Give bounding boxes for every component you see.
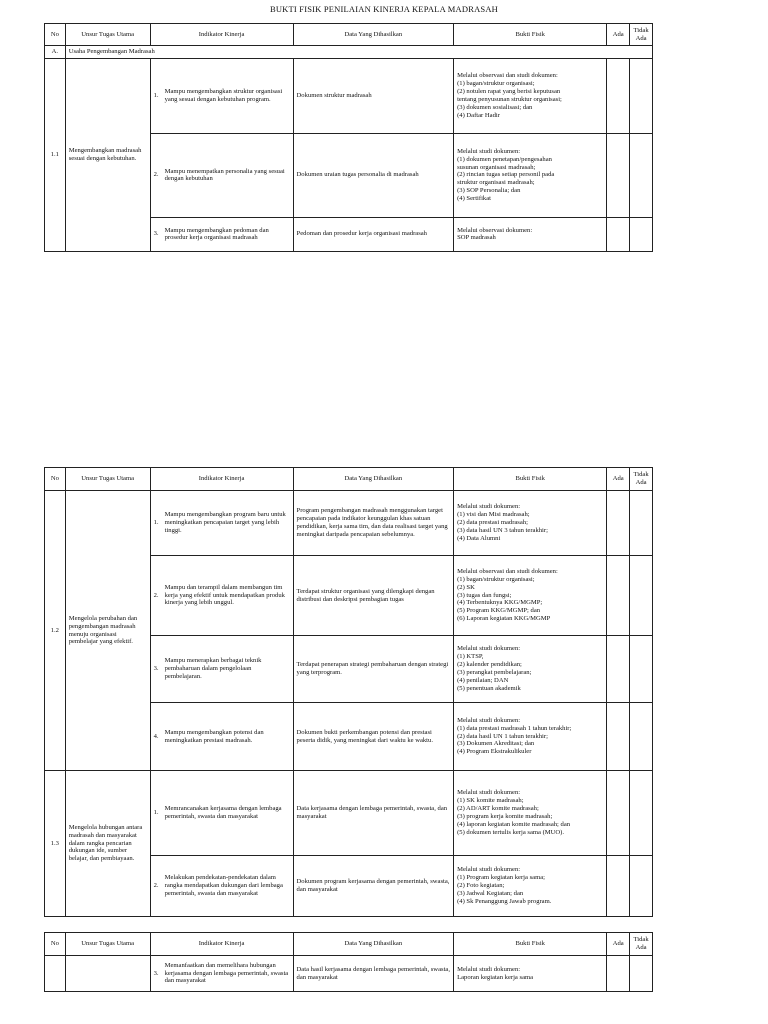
section-label: A. — [45, 46, 66, 59]
bukti-line: (1) SK komite madrasah; — [457, 797, 524, 805]
bukti-line: (1) bagan/struktur organisasi; — [457, 80, 535, 88]
bukti-line: (6) Laporan kegiatan KKG/MGMP — [457, 615, 551, 623]
ada-cell — [607, 956, 630, 992]
indikator-text: Mampu mengembangkan program baru untuk meningkatkan pencapaian target yang lebih tinggi. — [164, 511, 286, 534]
ada-cell — [607, 771, 630, 856]
group-number — [45, 956, 66, 992]
bukti-cell — [454, 771, 607, 856]
bukti-cell — [454, 217, 607, 251]
bukti-cell — [454, 636, 607, 703]
dihasilkan-cell: Terdapat struktur organisasi yang dilengkapi dengan distribusi dan deskripsi pembagian tugas — [293, 556, 454, 636]
section-row — [45, 46, 653, 59]
indikator-cell — [150, 217, 293, 251]
header-dihasilkan: Data Yang Dihasilkan — [293, 468, 454, 491]
ada-cell — [607, 636, 630, 703]
header-indikator: Indikator Kinerja — [150, 468, 293, 491]
header-ada: Ada — [607, 468, 630, 491]
indikator-text: Melakukan pendekatan-pendekatan dalam rangka mendapatkan dukungan dari lembaga pemerintah, swasta dan masyarakat — [164, 874, 283, 897]
bukti-line: (4) Data Alumni — [457, 534, 501, 542]
ada-cell — [607, 856, 630, 917]
indikator-number: 2. — [153, 591, 159, 599]
group-number: 1.1 — [45, 58, 66, 251]
group-unsur: Mengelola perubahan dan pengembangan madrasah menuju organisasi pembelajar yang efektif. — [65, 491, 150, 771]
bukti-line: (5) dokumen tertulis kerja sama (MUO). — [457, 828, 565, 836]
bukti-line: (3) SOP Personalia; dan — [457, 187, 521, 195]
ada-cell — [607, 491, 630, 556]
bukti-line: Melalui studi dokumen: — [457, 965, 521, 973]
group-number: 1.2 — [45, 491, 66, 771]
header-no: No — [45, 933, 66, 956]
indikator-cell — [150, 703, 293, 771]
tidak-ada-cell — [630, 556, 653, 636]
ada-cell — [607, 556, 630, 636]
tidak-ada-cell — [630, 217, 653, 251]
header-tidak-ada: Tidak Ada — [630, 468, 653, 491]
indikator-cell — [150, 58, 293, 133]
bukti-line: (3) Jadwal Kegiatan; dan — [457, 889, 524, 897]
tidak-ada-cell — [630, 771, 653, 856]
indikator-text: Mampu mengembangkan potensi dan meningkatkan prestasi madrasah. — [164, 728, 264, 744]
dihasilkan-cell: Data kerjasama dengan lembaga pemerintah, swasta, dan masyarakat — [293, 771, 454, 856]
indikator-text: Mampu menerapkan berbagai teknik pembaharuan dalam pengelolaan pembelajaran. — [164, 657, 262, 680]
dihasilkan-cell: Terdapat penerapan strategi pembaharuan dengan strategi yang terprogram. — [293, 636, 454, 703]
indikator-cell — [150, 771, 293, 856]
indikator-cell — [150, 491, 293, 556]
table-header-row — [45, 24, 653, 46]
bukti-line: (4) Sertifikat — [457, 195, 491, 203]
bukti-line: (2) data prestasi madrasah; — [457, 519, 528, 527]
bukti-line: (2) kalender pendidikan; — [457, 661, 522, 669]
ada-cell — [607, 217, 630, 251]
bukti-line: (3) Dokumen Akreditasi; dan — [457, 740, 535, 748]
bukti-cell — [454, 956, 607, 992]
table-row — [45, 956, 653, 992]
bukti-line: (3) tugas dan fungsi; — [457, 591, 512, 599]
tidak-ada-cell — [630, 636, 653, 703]
bukti-line: Melalui studi dokumen: — [457, 866, 521, 874]
bukti-line: (4) Terbentuknya KKG/MGMP; — [457, 599, 543, 607]
bukti-line: Melalui observasi dan studi dokumen: — [457, 72, 558, 80]
table-row — [45, 771, 653, 856]
bukti-line: Melalui studi dokumen: — [457, 503, 521, 511]
bukti-line: (5) penentuan akademik — [457, 684, 521, 692]
indikator-number: 4. — [153, 732, 159, 740]
table-row — [45, 491, 653, 556]
header-bukti: Bukti Fisik — [454, 468, 607, 491]
bukti-line: (2) rincian tugas setiap personil pada — [457, 171, 555, 179]
header-unsur: Unsur Tugas Utama — [65, 24, 150, 46]
indikator-cell — [150, 556, 293, 636]
bukti-line: (4) laporan kegiatan komite madrasah; dan — [457, 820, 571, 828]
bukti-line: (3) dokumen sosialisasi; dan — [457, 103, 533, 111]
indikator-number: 1. — [153, 809, 159, 817]
header-dihasilkan: Data Yang Dihasilkan — [293, 24, 454, 46]
indikator-number: 1. — [153, 519, 159, 527]
indikator-text: Memrancanakan kerjasama dengan lembaga pemerintah, swasta dan masyarakat — [164, 805, 282, 820]
bukti-line: Melalui studi dokumen: — [457, 716, 521, 724]
bukti-cell — [454, 703, 607, 771]
bukti-line: (2) Foto kegiatan; — [457, 882, 505, 890]
bukti-line: (2) notulen rapat yang berisi keputusan — [457, 88, 561, 95]
table-row — [45, 58, 653, 133]
bukti-cell — [454, 556, 607, 636]
bukti-line: struktur organisasi madrasah; — [457, 179, 535, 187]
indikator-number: 2. — [153, 882, 159, 890]
evidence-table-1 — [44, 23, 653, 252]
bukti-line: Melalui observasi dokumen: — [457, 226, 533, 234]
bukti-line: SOP madrasah — [457, 234, 496, 242]
header-no: No — [45, 24, 66, 46]
tidak-ada-cell — [630, 133, 653, 217]
bukti-line: (2) SK — [457, 583, 475, 591]
bukti-cell — [454, 856, 607, 917]
bukti-line: (3) perangkat pembelajaran; — [457, 669, 532, 676]
dihasilkan-cell: Dokumen uraian tugas personalia di madrasah — [293, 133, 454, 217]
bukti-line: (1) KTSP, — [457, 653, 484, 661]
header-bukti: Bukti Fisik — [454, 24, 607, 46]
bukti-line: Melalui studi dokumen: — [457, 147, 521, 155]
indikator-text: Memanfaatkan dan memelihara hubungan kerjasama dengan lembaga pemerintah, swasta dan masyarakat — [164, 961, 289, 985]
tidak-ada-cell — [630, 956, 653, 992]
evidence-table-3 — [44, 932, 653, 992]
dihasilkan-cell: Pedoman dan prosedur kerja organisasi madrasah — [293, 217, 454, 251]
bukti-line: (4) Daftar Hadir — [457, 111, 500, 119]
dihasilkan-cell: Dokumen struktur madrasah — [293, 58, 454, 133]
bukti-line: Laporan kegiatan kerja sama — [457, 973, 534, 981]
bukti-line: susunan organisasi madrasah; — [457, 163, 536, 171]
bukti-line: (2) data hasil UN 1 tahun terakhir; — [457, 732, 548, 740]
header-ada: Ada — [607, 24, 630, 46]
indikator-number: 2. — [153, 171, 159, 179]
bukti-line: (1) visi dan Misi madrasah; — [457, 511, 530, 519]
header-indikator: Indikator Kinerja — [150, 933, 293, 956]
table-header-row — [45, 933, 653, 956]
indikator-text: Mampu mengembangkan pedoman dan prosedur kerja organisasi madrasah — [164, 226, 269, 242]
header-indikator: Indikator Kinerja — [150, 24, 293, 46]
tidak-ada-cell — [630, 58, 653, 133]
bukti-line: (2) AD/ART komite madrasah; — [457, 805, 539, 813]
bukti-line: Melalui studi dokumen: — [457, 789, 521, 797]
dihasilkan-cell: Dokumen bukti perkembangan potensi dan prestasi peserta didik, yang meningkat dari waktu ke waktu. — [293, 703, 454, 771]
bukti-line: (1) Program kegiatan kerja sama; — [457, 874, 545, 882]
bukti-line: Melalui studi dokumen: — [457, 645, 521, 653]
bukti-line: tentang penyusunan struktur organisasi; — [457, 95, 562, 103]
indikator-number: 3. — [153, 969, 159, 977]
group-number: 1.3 — [45, 771, 66, 917]
bukti-cell — [454, 133, 607, 217]
group-unsur: Mengembangkan madrasah sesuai dengan kebutuhan. — [65, 58, 150, 251]
dihasilkan-cell: Dokumen program kerjasama dengan pemerintah, swasta, dan masyarakat — [293, 856, 454, 917]
ada-cell — [607, 703, 630, 771]
header-tidak-ada: Tidak Ada — [630, 24, 653, 46]
ada-cell — [607, 133, 630, 217]
header-unsur: Unsur Tugas Utama — [65, 933, 150, 956]
tidak-ada-cell — [630, 491, 653, 556]
indikator-cell — [150, 133, 293, 217]
indikator-text: Mampu menempatkan personalia yang sesuai dengan kebutuhan — [164, 167, 285, 183]
bukti-line: (3) data hasil UN 3 tahun terakhir; — [457, 526, 548, 534]
bukti-line: (3) program kerja komite madrasah; — [457, 813, 553, 820]
header-no: No — [45, 468, 66, 491]
dihasilkan-cell: Program pengembangan madrasah menggunakan target pencapaian pada indikator keunggulan khas satuan pendidikan, kerja sama tim, dan data realisasi target yang meningkat daripada pencapaian sebelumnya. — [293, 491, 454, 556]
bukti-line: Melalui observasi dan studi dokumen: — [457, 567, 558, 575]
bukti-line: (1) dokumen penetapan/pengesahan — [457, 155, 552, 163]
indikator-cell — [150, 956, 293, 992]
bukti-line: (1) bagan/struktur organisasi; — [457, 575, 535, 583]
header-ada: Ada — [607, 933, 630, 956]
indikator-text: Mampu dan terampil dalam membangun tim kerja yang efektif untuk mendapatkan produk kinerja yang lebih unggul. — [164, 583, 285, 607]
tidak-ada-cell — [630, 703, 653, 771]
bukti-line: (4) penilaian; DAN — [457, 676, 509, 684]
group-unsur: Mengelola hubungan antara madrasah dan masyarakat dalam rangka pencarian dukungan ide, sumber belajar, dan pembiayaan. — [65, 771, 150, 917]
bukti-line: (5) Program KKG/MGMP; dan — [457, 607, 541, 615]
indikator-text: Mampu mengembangkan struktur organisasi yang sesuai dengan kebutuhan program. — [164, 88, 283, 103]
section-title: Usaha Pengembangan Madrasah — [65, 46, 652, 59]
header-unsur: Unsur Tugas Utama — [65, 468, 150, 491]
header-dihasilkan: Data Yang Dihasilkan — [293, 933, 454, 956]
indikator-cell — [150, 636, 293, 703]
header-tidak-ada: Tidak Ada — [630, 933, 653, 956]
indikator-number: 3. — [153, 665, 159, 673]
header-bukti: Bukti Fisik — [454, 933, 607, 956]
indikator-cell — [150, 856, 293, 917]
ada-cell — [607, 58, 630, 133]
bukti-line: (4) Sk Penanggung Jawab program. — [457, 897, 552, 905]
bukti-cell — [454, 491, 607, 556]
tidak-ada-cell — [630, 856, 653, 917]
bukti-cell — [454, 58, 607, 133]
table-header-row — [45, 468, 653, 491]
bukti-line: (1) data prestasi madrasah 1 tahun terakhir; — [457, 724, 572, 732]
dihasilkan-cell: Data hasil kerjasama dengan lembaga pemerintah, swasta, dan masyarakat — [293, 956, 454, 992]
group-unsur — [65, 956, 150, 992]
indikator-number: 3. — [153, 230, 159, 238]
page-title: BUKTI FISIK PENILAIAN KINERJA KEPALA MADRASAH — [269, 4, 499, 14]
indikator-number: 1. — [153, 91, 159, 99]
evidence-table-2 — [44, 467, 653, 917]
bukti-line: (4) Program Ekstrakulikuler — [457, 748, 532, 756]
